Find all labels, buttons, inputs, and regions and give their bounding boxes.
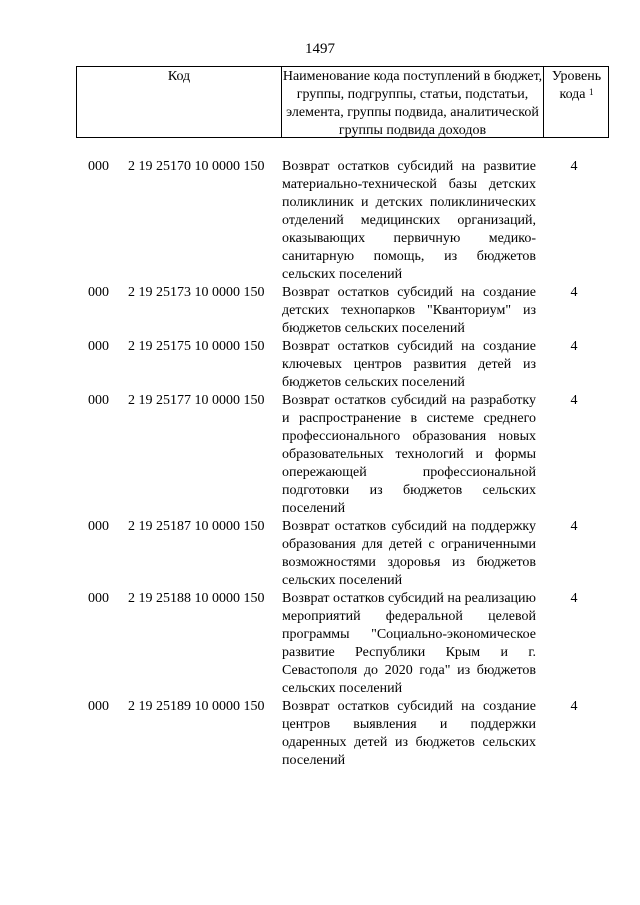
header-name: Наименование кода поступлений в бюджет, группы, подгруппы, статьи, подстатьи, элемента, группы подвида, аналитической группы подвида доходов: [282, 69, 543, 138]
admin-code: 000: [88, 159, 109, 174]
code-level: 4: [570, 393, 578, 408]
code-level: 4: [570, 699, 578, 714]
admin-code: 000: [88, 339, 109, 354]
table-row: [0, 284, 640, 338]
code-description: Возврат остатков субсидий на разработку и распространение в системе среднего профессионального образования новых образовательных технологий и формы опережающей профессиональной подготовки из бюджетов сельских поселений: [282, 393, 536, 516]
page-number: 1497: [305, 41, 335, 57]
code-description: Возврат остатков субсидий на создание детских технопарков "Кванториум" из бюджетов сельских поселений: [282, 285, 536, 336]
table-row: [0, 518, 640, 590]
table-row: [0, 338, 640, 392]
admin-code: 000: [88, 393, 109, 408]
header-level: [543, 67, 609, 137]
code-description: Возврат остатков субсидий на создание центров выявления и поддержки одаренных детей из бюджетов сельских поселений: [282, 699, 536, 768]
revenue-code: 2 19 25188 10 0000 150: [128, 591, 265, 606]
code-description: Возврат остатков субсидий на реализацию мероприятий федеральной целевой программы "Социально-экономическое развитие Республики Крым и г. Севастополя до 2020 года" из бюджетов сельских поселений: [282, 591, 536, 696]
admin-code: 000: [88, 519, 109, 534]
revenue-code: 2 19 25177 10 0000 150: [128, 393, 265, 408]
revenue-code: 2 19 25173 10 0000 150: [128, 285, 265, 300]
table-row: [0, 158, 640, 284]
header-level-word: Уровень: [551, 69, 602, 84]
code-description: Возврат остатков субсидий на развитие материально-технической базы детских поликлиник и детских поликлинических отделений медицинских организаций, оказывающих первичную медико-санитарную помощь, из бюджетов сельских поселений: [282, 159, 536, 282]
admin-code: 000: [88, 591, 109, 606]
table-body: [0, 158, 640, 770]
table-header: [76, 66, 609, 138]
revenue-code: 2 19 25187 10 0000 150: [128, 519, 265, 534]
code-level: 4: [570, 159, 578, 174]
code-level: 4: [570, 591, 578, 606]
code-level: 4: [570, 519, 578, 534]
revenue-code: 2 19 25175 10 0000 150: [128, 339, 265, 354]
header-code: Код: [167, 69, 191, 84]
code-level: 4: [570, 339, 578, 354]
code-description: Возврат остатков субсидий на поддержку образования для детей с ограниченными возможностями здоровья из бюджетов сельских поселений: [282, 519, 536, 588]
admin-code: 000: [88, 285, 109, 300]
admin-code: 000: [88, 699, 109, 714]
header-level-code: кода: [559, 87, 586, 102]
table-row: [0, 392, 640, 518]
code-description: Возврат остатков субсидий на создание ключевых центров развития детей из бюджетов сельских поселений: [282, 339, 536, 390]
footnote-mark: 1: [589, 87, 594, 97]
table-row: [0, 698, 640, 770]
revenue-code: 2 19 25189 10 0000 150: [128, 699, 265, 714]
table-row: [0, 590, 640, 698]
code-level: 4: [570, 285, 578, 300]
revenue-code: 2 19 25170 10 0000 150: [128, 159, 265, 174]
